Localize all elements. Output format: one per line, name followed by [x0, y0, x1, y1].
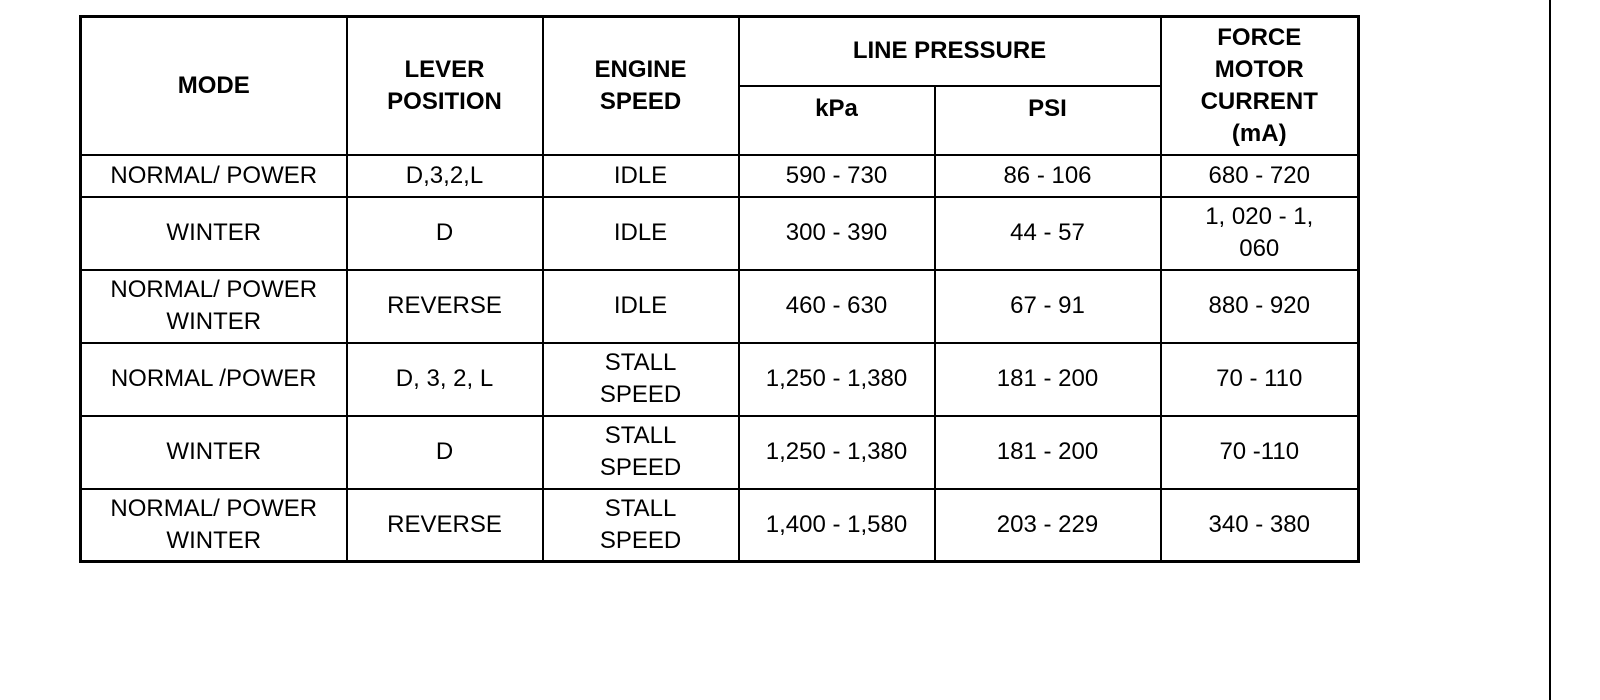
cell-mode: NORMAL/ POWER WINTER: [81, 489, 347, 562]
cell-mode: NORMAL /POWER: [81, 343, 347, 416]
cell-current: 70 - 110: [1161, 343, 1359, 416]
table-row: [81, 155, 1359, 197]
cell-psi: 181 - 200: [935, 343, 1161, 416]
table-row: [81, 270, 1359, 343]
cell-kpa: 1,400 - 1,580: [739, 489, 935, 562]
cell-mode: WINTER: [81, 197, 347, 270]
cell-engine-speed: STALL SPEED: [543, 343, 739, 416]
cell-kpa: 1,250 - 1,380: [739, 416, 935, 489]
cell-current: 340 - 380: [1161, 489, 1359, 562]
cell-engine-speed: STALL SPEED: [543, 489, 739, 562]
table-header: [81, 17, 1359, 155]
cell-kpa: 300 - 390: [739, 197, 935, 270]
table-row: [81, 416, 1359, 489]
header-lever-position: LEVER POSITION: [347, 17, 543, 155]
cell-psi: 203 - 229: [935, 489, 1161, 562]
cell-current: 1, 020 - 1, 060: [1161, 197, 1359, 270]
table-row: [81, 489, 1359, 562]
cell-lever-position: D, 3, 2, L: [347, 343, 543, 416]
cell-kpa: 590 - 730: [739, 155, 935, 197]
cell-lever-position: D: [347, 197, 543, 270]
cell-current: 70 -110: [1161, 416, 1359, 489]
cell-kpa: 1,250 - 1,380: [739, 343, 935, 416]
cell-engine-speed: IDLE: [543, 270, 739, 343]
table-row: [81, 197, 1359, 270]
header-kpa: kPa: [739, 86, 935, 155]
cell-psi: 44 - 57: [935, 197, 1161, 270]
cell-mode: NORMAL/ POWER WINTER: [81, 270, 347, 343]
cell-engine-speed: IDLE: [543, 197, 739, 270]
cell-engine-speed: IDLE: [543, 155, 739, 197]
cell-lever-position: REVERSE: [347, 489, 543, 562]
cell-psi: 181 - 200: [935, 416, 1161, 489]
line-pressure-spec-table: [79, 15, 1360, 563]
header-psi: PSI: [935, 86, 1161, 155]
table-row: [81, 343, 1359, 416]
header-engine-speed: ENGINE SPEED: [543, 17, 739, 155]
cell-engine-speed: STALL SPEED: [543, 416, 739, 489]
header-row-top: [81, 17, 1359, 86]
table-body: [81, 155, 1359, 562]
cell-current: 880 - 920: [1161, 270, 1359, 343]
page-edge-divider: [1549, 0, 1551, 700]
header-line-pressure: LINE PRESSURE: [739, 17, 1161, 86]
cell-lever-position: REVERSE: [347, 270, 543, 343]
cell-mode: WINTER: [81, 416, 347, 489]
cell-lever-position: D: [347, 416, 543, 489]
header-force-motor-current: FORCE MOTOR CURRENT (mA): [1161, 17, 1359, 155]
cell-kpa: 460 - 630: [739, 270, 935, 343]
cell-current: 680 - 720: [1161, 155, 1359, 197]
header-mode: MODE: [81, 17, 347, 155]
cell-psi: 67 - 91: [935, 270, 1161, 343]
cell-mode: NORMAL/ POWER: [81, 155, 347, 197]
cell-psi: 86 - 106: [935, 155, 1161, 197]
cell-lever-position: D,3,2,L: [347, 155, 543, 197]
